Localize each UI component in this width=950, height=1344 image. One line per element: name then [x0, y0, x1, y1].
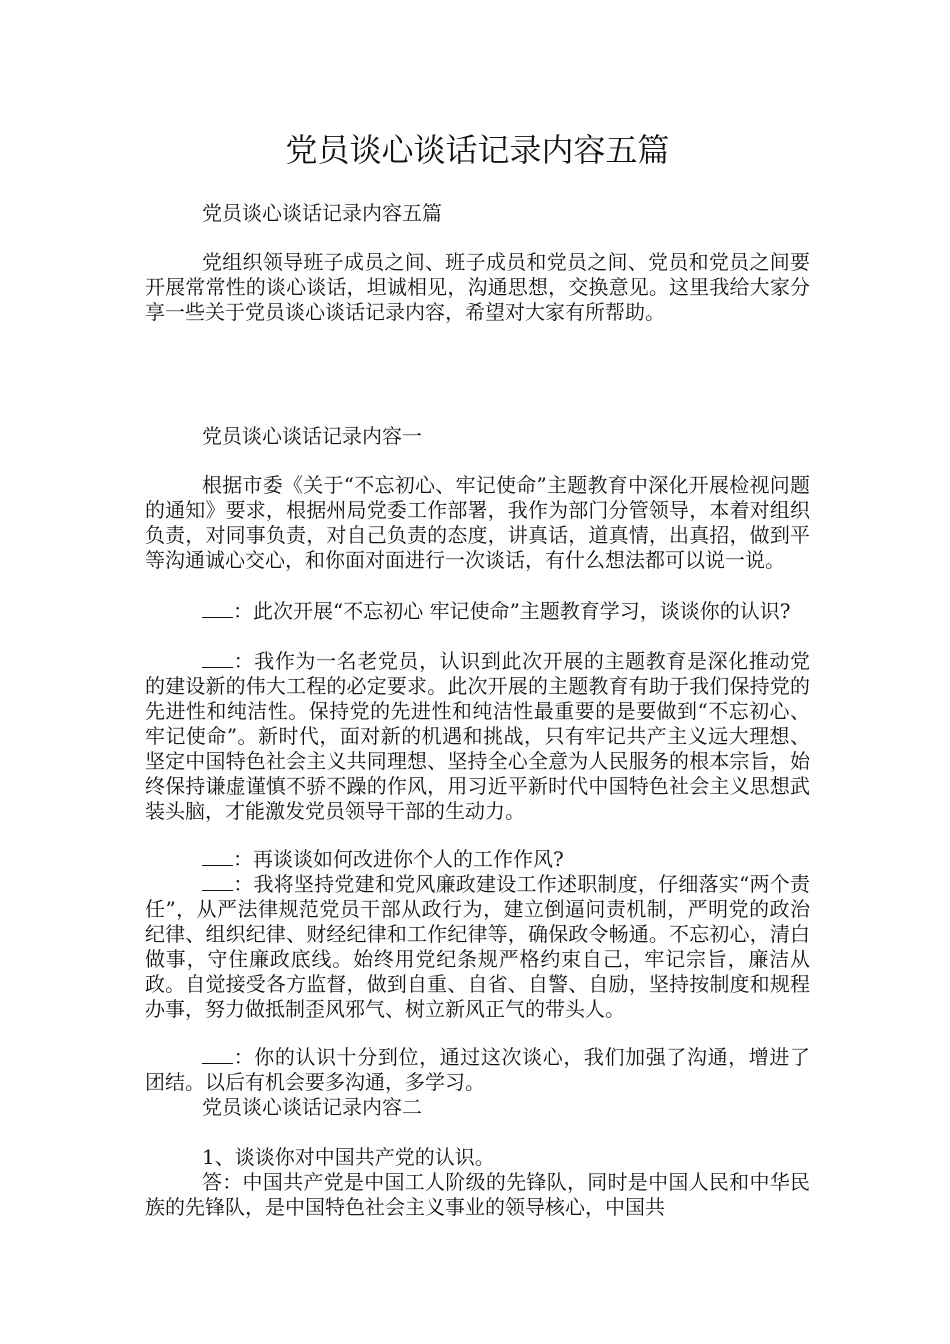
- section2-heading: 党员谈心谈话记录内容二: [202, 1095, 422, 1119]
- document-subtitle: 党员谈心谈话记录内容五篇: [202, 201, 442, 225]
- document-title: 党员谈心谈话记录内容五篇: [285, 131, 670, 169]
- speaker-blank: [202, 872, 233, 891]
- dialogue-line: [145, 847, 810, 872]
- dialogue-text: ：再谈谈如何改进你个人的工作作风?: [233, 847, 564, 871]
- dialogue-text: ：我将坚持党建和党风廉政建设工作述职制度，仔细落实“两个责任”，从严法律规范党员干部从政行为，建立倒逼问责机制，严明党的政治纪律、组织纪律、财经纪律和工作纪律等，确保政令畅通。不忘初心，清白做事，守住廉政底线。始终用党纪条规严格约束自己，牢记宗旨，廉洁从政。自觉接受各方监督，做到自重、自省、自警、自励，坚持按制度和规程办事，努力做抵制歪风邪气、树立新风正气的带头人。: [145, 872, 810, 1021]
- dialogue-text: ：你的认识十分到位，通过这次谈心，我们加强了沟通，增进了团结。以后有机会要多沟通，多学习。: [145, 1045, 810, 1094]
- speaker-blank: [202, 847, 233, 866]
- speaker-blank: [202, 649, 233, 668]
- section1-paragraph: 根据市委《关于“不忘初心、牢记使命”主题教育中深化开展检视问题的通知》要求，根据州局党委工作部署，我作为部门分管领导，本着对组织负责，对同事负责，对自己负责的态度，讲真话，道真情，出真招，做到平等沟通诚心交心，和你面对面进行一次谈话，有什么想法都可以说一说。: [145, 473, 810, 572]
- dialogue-text: ：此次开展“不忘初心 牢记使命”主题教育学习，谈谈你的认识?: [233, 599, 791, 623]
- speaker-blank: [202, 1045, 233, 1064]
- section1-heading: 党员谈心谈话记录内容一: [202, 424, 422, 448]
- intro-paragraph: 党组织领导班子成员之间、班子成员和党员之间、党员和党员之间要开展常常性的谈心谈话，坦诚相见，沟通思想，交换意见。这里我给大家分享一些关于党员谈心谈话记录内容，希望对大家有所帮助。: [145, 250, 810, 324]
- dialogue-line: [145, 599, 810, 624]
- dialogue-line: [145, 649, 810, 824]
- dialogue-line: [145, 872, 810, 1022]
- section2-answer: 答：中国共产党是中国工人阶级的先锋队，同时是中国人民和中华民族的先锋队，是中国特色社会主义事业的领导核心，中国共: [145, 1170, 810, 1219]
- document-page: [145, 0, 810, 1344]
- speaker-blank: [202, 599, 233, 618]
- section2-question: 1、谈谈你对中国共产党的认识。: [202, 1145, 495, 1169]
- dialogue-line: [145, 1045, 810, 1095]
- dialogue-text: ：我作为一名老党员，认识到此次开展的主题教育是深化推动党的建设新的伟大工程的必定要求。此次开展的主题教育有助于我们保持党的先进性和纯洁性。保持党的先进性和纯洁性最重要的是要做到“不忘初心、牢记使命”。新时代，面对新的机遇和挑战，只有牢记共产主义远大理想、坚定中国特色社会主义共同理想、坚持全心全意为人民服务的根本宗旨，始终保持谦虚谨慎不骄不躁的作风，用习近平新时代中国特色社会主义思想武装头脑，才能激发党员领导干部的生动力。: [145, 649, 810, 823]
